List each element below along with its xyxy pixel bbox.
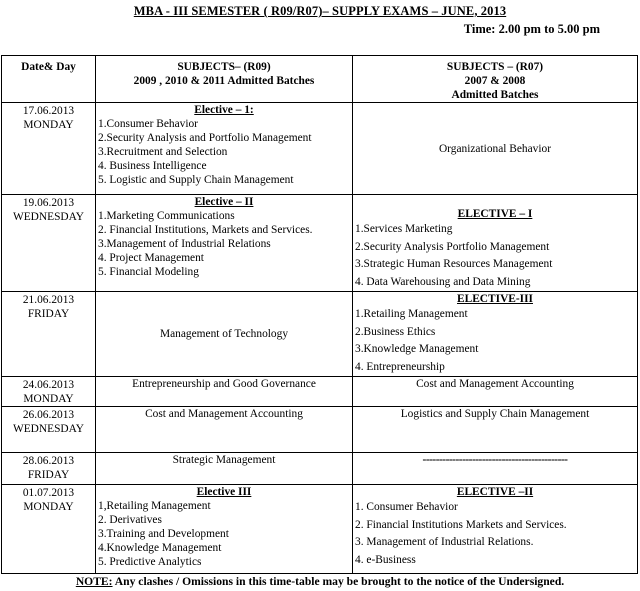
date-cell: 01.07.2013 MONDAY	[2, 485, 96, 574]
note-label: NOTE:	[75, 575, 113, 588]
date-cell: 28.06.2013 FRIDAY	[2, 453, 96, 485]
r09-cell: Elective III 1,Retailing Management 2. Derivatives 3.Training and Development 4.Knowledge Management 5. Predictive Analytics	[96, 485, 353, 574]
footer-note	[0, 575, 640, 588]
date-cell: 26.06.2013 WEDNESDAY	[2, 407, 96, 453]
header-r07: SUBJECTS – (R07) 2007 & 2008 Admitted Batches	[353, 56, 638, 103]
r07-cell: --------------------------------------------	[353, 453, 638, 485]
table-row	[2, 103, 638, 195]
table-header-row	[2, 56, 638, 103]
r07-cell: Organizational Behavior	[353, 103, 638, 195]
date-cell: 19.06.2013 WEDNESDAY	[2, 195, 96, 292]
table-row	[2, 292, 638, 377]
r09-cell: Entrepreneurship and Good Governance	[96, 377, 353, 407]
table-row	[2, 195, 638, 292]
date-cell: 21.06.2013 FRIDAY	[2, 292, 96, 377]
exam-time: Time: 2.00 pm to 5.00 pm	[463, 22, 600, 36]
r07-cell: Cost and Management Accounting	[353, 377, 638, 407]
page-title: MBA - III SEMESTER ( R09/R07)– SUPPLY EXAMS – JUNE, 2013	[133, 4, 507, 18]
table-row	[2, 453, 638, 485]
r07-cell: ELECTIVE-III 1.Retailing Management 2.Business Ethics 3.Knowledge Management 4. Entrepreneurship	[353, 292, 638, 377]
note-text: Any clashes / Omissions in this time-table may be brought to the notice of the Undersigned.	[112, 575, 565, 588]
date-cell: 24.06.2013 MONDAY	[2, 377, 96, 407]
table-row	[2, 485, 638, 574]
table-row	[2, 407, 638, 453]
r09-cell: Elective – 1: 1.Consumer Behavior 2.Security Analysis and Portfolio Management 3.Recruitment and Selection 4. Business Intelligence 5. Logistic and Supply Chain Management	[96, 103, 353, 195]
header-date-day: Date& Day	[2, 56, 96, 103]
r07-cell: Logistics and Supply Chain Management	[353, 407, 638, 453]
r07-cell: ELECTIVE – I 1.Services Marketing 2.Security Analysis Portfolio Management 3.Strategic Human Resources Management 4. Data Warehousing and Data Mining	[353, 195, 638, 292]
r09-cell: Strategic Management	[96, 453, 353, 485]
date-cell: 17.06.2013 MONDAY	[2, 103, 96, 195]
r07-cell: ELECTIVE –II 1. Consumer Behavior 2. Financial Institutions Markets and Services. 3. Management of Industrial Relations. 4. e-Business	[353, 485, 638, 574]
r09-cell: Elective – II 1.Marketing Communications 2. Financial Institutions, Markets and Services. 3.Management of Industrial Relations 4. Project Management 5. Financial Modeling	[96, 195, 353, 292]
header-r09: SUBJECTS– (R09) 2009 , 2010 & 2011 Admitted Batches	[96, 56, 353, 103]
r09-cell: Cost and Management Accounting	[96, 407, 353, 453]
timetable	[1, 55, 638, 574]
table-row	[2, 377, 638, 407]
r09-cell: Management of Technology	[96, 292, 353, 377]
